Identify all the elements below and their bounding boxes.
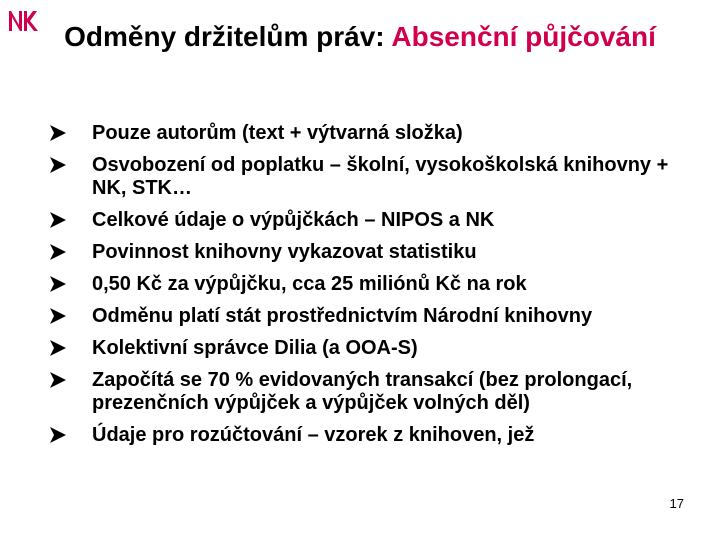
bullet-text: Pouze autorům (text + výtvarná složka) (92, 122, 463, 144)
arrow-bullet-icon (48, 426, 68, 444)
list-item (48, 209, 688, 232)
bullet-text: Kolektivní správce Dilia (a OOA-S) (92, 337, 418, 359)
title-main: Odměny držitelům práv: (64, 21, 392, 52)
list-item (48, 305, 688, 328)
title-accent: Absenční půjčování (391, 21, 656, 52)
bullet-list (48, 122, 688, 456)
bullet-text: Osvobození od poplatku – školní, vysokoškolská knihovny + NK, STK… (92, 154, 669, 199)
list-item (48, 369, 688, 415)
list-item (48, 273, 688, 296)
list-item (48, 154, 688, 200)
bullet-text: Údaje pro rozúčtování – vzorek z knihoven, jež (92, 424, 535, 446)
list-item (48, 424, 688, 447)
nk-logo-icon (8, 8, 38, 34)
arrow-bullet-icon (48, 211, 68, 229)
bullet-text: Odměnu platí stát prostřednictvím Národní knihovny (92, 305, 593, 327)
bullet-text: Celkové údaje o výpůjčkách – NIPOS a NK (92, 209, 495, 231)
arrow-bullet-icon (48, 339, 68, 357)
arrow-bullet-icon (48, 307, 68, 325)
arrow-bullet-icon (48, 243, 68, 261)
page-number: 17 (669, 496, 684, 511)
list-item (48, 122, 688, 145)
slide-title (60, 18, 660, 56)
arrow-bullet-icon (48, 275, 68, 293)
list-item (48, 337, 688, 360)
arrow-bullet-icon (48, 371, 68, 389)
bullet-text: Povinnost knihovny vykazovat statistiku (92, 241, 477, 263)
bullet-text: 0,50 Kč za výpůjčku, cca 25 miliónů Kč na rok (92, 273, 527, 295)
arrow-bullet-icon (48, 156, 68, 174)
list-item (48, 241, 688, 264)
arrow-bullet-icon (48, 124, 68, 142)
bullet-text: Započítá se 70 % evidovaných transakcí (bez prolongací, prezenčních výpůjček a výpůjček volných děl) (92, 369, 633, 414)
